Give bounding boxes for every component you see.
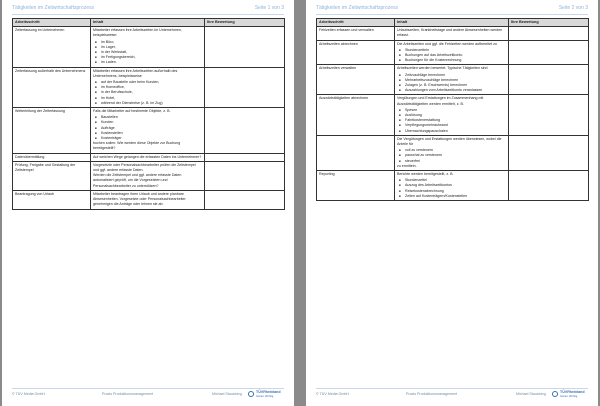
step-cell: Datenübermittlung [13,153,91,161]
list-item: ■ Verpflegungsmehraufwand [397,123,506,128]
content-cell [395,65,509,95]
list-item: ■ in der Werkstatt, [93,50,202,55]
table-header-row [13,19,285,27]
content-bullet-list [93,80,202,106]
content-bullet-list [397,108,506,134]
content-bullet-list [93,115,202,141]
list-item: ■ Buchungen auf das Arbeitszeitkonto [397,53,506,58]
column-header-content: Inhalt [91,19,205,27]
list-item: ■ Buchungen für die Kostenrechnung [397,58,506,63]
list-item: ■ Baustellen [93,115,202,120]
page-header [316,5,588,11]
table-row [13,27,285,67]
footer-publication: Praxis Produktionsmanagement [406,392,457,396]
list-item: ■ Stundenzetteln [397,48,506,53]
list-item: ■ im Büro, [93,40,202,45]
content-bullet-list [397,73,506,94]
list-item: ■ im Hotel, [93,96,202,101]
list-item: ■ Mehrarbeitszuschläge berechnen [397,78,506,83]
table-row [13,161,285,190]
table-row [317,171,589,201]
list-item: ■ Aufträge [93,126,202,131]
content-cell [395,40,509,65]
logo-slogan: Genau. Richtig. [256,394,274,398]
content-cell [91,161,205,190]
content-cell [91,108,205,154]
column-header-rating: Ihre Bewertung [509,19,589,27]
list-item: ■ Auslösung [397,113,506,118]
table-row [317,27,589,40]
page-footer [316,388,588,400]
rating-cell[interactable] [205,190,285,209]
table-row [13,108,285,154]
list-item: ■ Stundenzettel [397,178,506,183]
rating-cell[interactable] [205,27,285,67]
content-text-after: Werden die Zeitstempel und ggf. andere erfasste Daten automatisiert geprüft, um die Vorgesetzten und Personalsachbearbeiter zu unterstützen? [93,173,182,188]
column-header-step: Arbeitsschritt [317,19,395,27]
table-row [317,135,589,170]
rating-cell[interactable] [509,27,589,40]
content-text: Die Arbeitszeiten und ggf. die Fehlzeiten werden aufbereitet zu [397,41,497,46]
step-cell: Fehlzeiten erfassen und verwalten [317,27,395,40]
step-cell: Zeiterfassung im Unternehmen [13,27,91,67]
footer-copyright: © TÜV Media GmbH [12,392,45,396]
content-cell [395,135,509,170]
step-cell: Prüfung, Freigabe und Gestaltung der Zeitstempel [13,161,91,190]
rating-cell[interactable] [509,65,589,95]
list-item: ■ Fahrtkostenerstattung [397,118,506,123]
content-text: Vergütungen und Erstattungen im Zusammenhang mit Auswärtstätigkeiten werden ermittelt, z. B. [397,96,484,106]
rating-cell[interactable] [509,135,589,170]
footer-publication: Praxis Produktionsmanagement [102,392,153,396]
list-item: ■ Übernachtungspauschalen [397,129,506,134]
table-row [317,40,589,65]
list-item: ■ Auszahlungen vom Arbeitszeitkonto veranlassen [397,88,506,93]
header-page-number: Seite 1 von 3 [254,5,284,11]
rating-cell[interactable] [205,161,285,190]
table-header-row [317,19,589,27]
logo-title: TÜVRheinland [256,390,281,394]
content-text: Mitarbeiter beantragen ihren Urlaub und andere planbare Abwesenheiten. Vorgesetzte oder Personalsachbearbeiter genehmigen die Anträge oder lehnen sie ab. [93,191,186,207]
rating-cell[interactable] [205,108,285,154]
column-header-content: Inhalt [395,19,509,27]
header-rule [316,14,588,15]
step-cell: Beantragung von Urlaub [13,190,91,209]
table-row [317,65,589,95]
content-text: Berichte werden bereitgestellt, z. B. [397,172,454,177]
page-footer [12,388,284,400]
content-text: Auf welchen Wege gelangen die erfassten Daten ins Unternehmen? [93,154,202,159]
content-bullet-list [93,40,202,66]
tuv-logo-icon [552,391,558,397]
content-cell [395,171,509,201]
step-cell: Zeiterfassung außerhalb des Unternehmens [13,67,91,107]
logo-slogan: Genau. Richtig. [560,394,578,398]
content-text: Arbeitszeiten werden bewertet. Typische Tätigkeiten sind [397,66,488,71]
list-item: ■ im Lager, [93,45,202,50]
content-cell [91,153,205,161]
content-bullet-list [397,148,506,164]
list-item: ■ im Homeoffice, [93,85,202,90]
content-text: Falls die Mitarbeiter auf bestimmte Objekte, z. B. [93,109,171,114]
list-item: ■ voll zu versteuern [397,148,506,153]
footer-rule [316,388,588,389]
content-text: Mitarbeiter erfassen ihre Arbeitszeiten außerhalb des Unternehmens, beispielsweise [93,68,178,78]
content-text-after: zu ermitteln. [397,163,417,168]
content-cell [395,27,509,40]
step-cell: Weiterleitung der Zeiterfassung [13,108,91,154]
list-item: ■ im Fertigungsbereich, [93,55,202,60]
content-cell [395,95,509,135]
step-cell: Arbeitszeiten verwalten [317,65,395,95]
footer-author: Michael Stausberg [516,392,546,396]
step-cell [317,135,395,170]
step-cell: Reporting [317,171,395,201]
tuv-logo-icon [248,391,254,397]
logo-title: TÜVRheinland [560,390,585,394]
list-item: ■ Auszug des Arbeitszeitkontos [397,183,506,188]
header-title: Tätigkeiten im Zeitwirtschaftsprozess [316,5,398,11]
header-title: Tätigkeiten im Zeitwirtschaftsprozess [12,5,94,11]
tuv-logo [552,390,588,399]
activity-table [12,18,285,210]
rating-cell[interactable] [509,95,589,135]
page-header [12,5,284,11]
content-text: Die Vergütungen und Erstattungen werden überwiesen, wobei die Anteile für [397,136,502,147]
table-row [13,67,285,107]
content-text: Vorgesetzte oder Personalsachbearbeiter prüfen die Zeitstempel und ggf. andere erfasste Daten. [93,162,196,173]
content-cell [91,190,205,209]
list-item: ■ während der Dienstreise (z. B. im Zug) [93,101,202,106]
footer-author: Michael Stausberg [212,392,242,396]
tuv-logo [248,390,284,399]
list-item: ■ Reisekostenabrechnung [397,189,506,194]
table-row [13,190,285,209]
rating-cell[interactable] [205,67,285,107]
content-cell [91,67,205,107]
content-bullet-list [397,48,506,64]
rating-cell[interactable] [509,40,589,65]
list-item: ■ Kunden [93,120,202,125]
list-item: ■ pauschal zu versteuern [397,153,506,158]
list-item: ■ Spesen [397,108,506,113]
step-cell: Auswärtstätigkeiten abrechnen [317,95,395,135]
list-item: ■ auf der Baustelle oder beim Kunden, [93,80,202,85]
footer-copyright: © TÜV Media GmbH [316,392,349,396]
table-row [13,153,285,161]
content-bullet-list [397,178,506,199]
list-item: ■ Zeiten auf Kostenträgern/Kostenstellen [397,194,506,199]
content-text: Mitarbeiter erfassen ihre Arbeitszeiten im Unternehmen, beispielsweise: [93,28,182,38]
list-item: ■ in der Berufsschule, [93,90,202,95]
activity-table [316,18,589,201]
content-text-after: buchen sollen: Wie werden diese Objekte zur Buchung bereitgestellt? [93,141,181,151]
list-item: ■ Zeitzuschläge berechnen [397,73,506,78]
document-page-1 [2,0,294,406]
header-rule [12,14,284,15]
column-header-step: Arbeitsschritt [13,19,91,27]
column-header-rating: Ihre Bewertung [205,19,285,27]
table-row [317,95,589,135]
list-item: ■ steuerfrei [397,159,506,164]
rating-cell[interactable] [509,171,589,201]
step-cell: Arbeitszeiten abrechnen [317,40,395,65]
list-item: ■ Kostenstellen [93,131,202,136]
list-item: ■ Zulagen (z. B. Erschwernis) berechnen [397,83,506,88]
header-page-number: Seite 2 von 3 [558,5,588,11]
footer-rule [12,388,284,389]
list-item: ■ Kostenträger [93,136,202,141]
rating-cell[interactable] [205,153,285,161]
document-page-2 [306,0,598,406]
list-item: ■ im Laden. [93,60,202,65]
content-cell [91,27,205,67]
content-text: Urlaubszeiten, Krankheitstage und andere Abwesenheiten werden erfasst. [397,28,503,38]
